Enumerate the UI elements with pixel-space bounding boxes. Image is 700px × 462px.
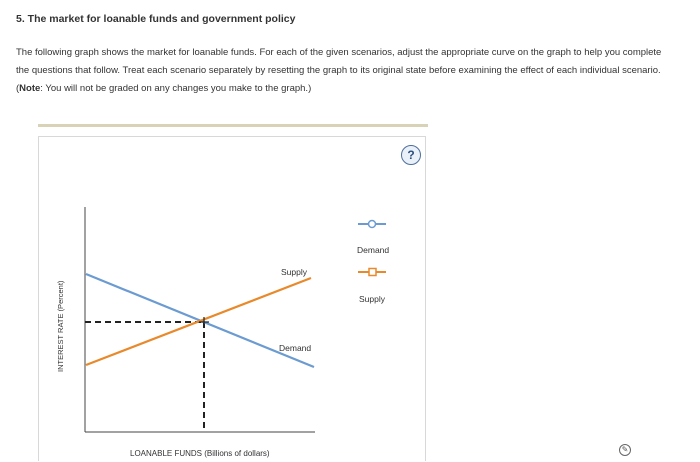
square-handle-icon[interactable] <box>369 269 376 276</box>
tools-icon[interactable]: ✎ <box>619 444 631 456</box>
help-button[interactable] <box>401 145 421 165</box>
supply-curve-label: Supply <box>281 267 307 277</box>
demand-curve-label: Demand <box>279 343 312 353</box>
section-divider <box>38 124 428 127</box>
instructions-main: The following graph shows the market for loanable funds. For each of the given scenarios, adjust the appropriate curve on the graph to help you complete the questions that follow. Treat each scenario separately by resetting the graph to its original state before examining the effect of each individual scenario. ( <box>16 47 662 94</box>
y-axis-label: INTEREST RATE (Percent) <box>56 280 65 372</box>
instructions-note: : You will not be graded on any changes you make to the graph.) <box>40 83 312 94</box>
legend-supply-label: Supply <box>359 294 385 304</box>
loanable-funds-graph[interactable] <box>39 137 427 462</box>
x-axis-label: LOANABLE FUNDS (Billions of dollars) <box>130 449 270 458</box>
help-icon: ? <box>407 148 415 162</box>
legend-demand-tool[interactable] <box>357 221 389 256</box>
question-title: 5. The market for loanable funds and government policy <box>16 13 296 25</box>
legend-demand-label: Demand <box>357 245 390 255</box>
graph-panel <box>38 136 426 461</box>
question-instructions <box>16 44 676 98</box>
circle-handle-icon[interactable] <box>369 221 376 228</box>
note-label: Note <box>19 83 41 94</box>
legend-supply-tool[interactable] <box>358 269 386 305</box>
